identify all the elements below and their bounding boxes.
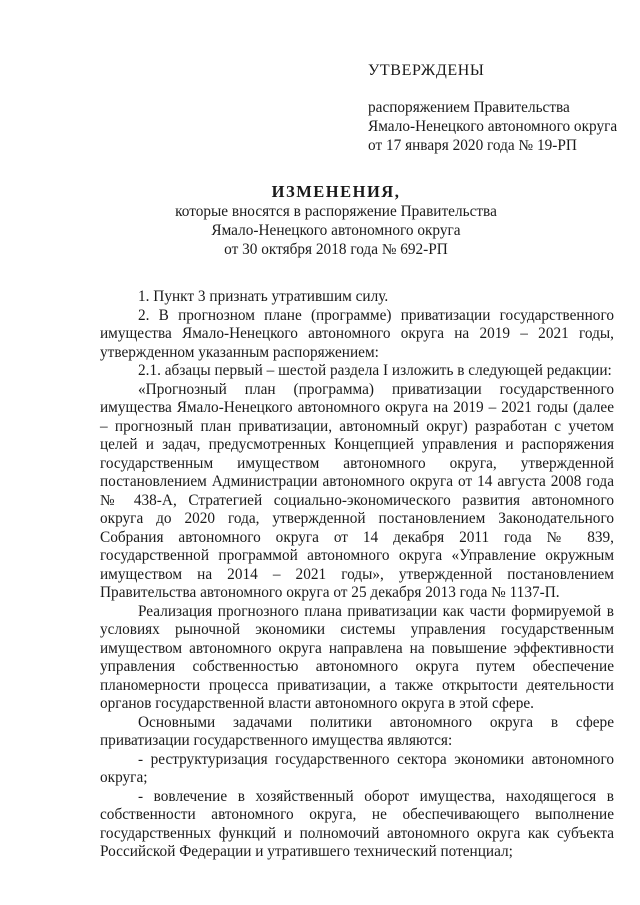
paragraph-item-1: 1. Пункт 3 признать утратившим силу. (138, 288, 389, 305)
paragraph-item-2: 2. В прогнозном плане (программе) приватизации государственного имущества Ямало-Ненецкого автономного округа на 2019 – 2021 годы, утвержденном указанным распоряжением: (100, 306, 614, 361)
approval-line-2: Ямало-Ненецкого автономного округа (368, 118, 618, 135)
approval-line-3: от 17 января 2020 года № 19-РП (368, 137, 577, 154)
list-item-involvement: - вовлечение в хозяйственный оборот имущества, находящегося в собственности автономного округа, не обеспечивающего выполнение государственных функций и полномочий автономного округа как субъекта Российской Федерации и утратившего технический потенциал; (100, 787, 614, 860)
paragraph-plan-description: «Прогнозный план (программа) приватизации государственного имущества Ямало-Ненецкого автономного округа на 2019 – 2021 годы (далее – прогнозный план приватизации, автономный округ) разработан с учетом целей и задач, предусмотренных Концепцией управления и распоряжения государственным имуществом автономного округа, утвержденной постановлением Администрации автономного округа от 14 августа 2008 года № 438-А, Стратегией социально-экономического развития автономного округа до 2020 года, утвержденной постановлением Законодательного Собрания автономного округа от 14 декабря 2011 года № 839, государственной программой автономного округа «Управление окружным имуществом на 2014 – 2021 годы», утвержденной постановлением Правительства автономного округа от 25 декабря 2013 года № 1137-П. (100, 380, 614, 601)
document-subtitle-line-3: от 30 октября 2018 года № 692-РП (224, 241, 448, 258)
approval-title: УТВЕРЖДЕНЫ (368, 62, 485, 79)
document-body (100, 288, 614, 862)
approval-line-1: распоряжением Правительства (368, 99, 570, 116)
paragraph-item-2-1: 2.1. абзацы первый – шестой раздела I изложить в следующей редакции: (138, 362, 612, 379)
paragraph-tasks-intro: Основными задачами политики автономного округа в сфере приватизации государственного имущества являются: (100, 713, 614, 749)
paragraph-implementation: Реализация прогнозного плана приватизации как части формируемой в условиях рыночной экономики системы управления государственным имуществом автономного округа направлена на повышение эффективности управления собственностью автономного округа путем обеспечение планомерности процесса приватизации, а также открытости деятельности органов государственной власти автономного округа в этой сфере. (100, 602, 614, 712)
document-subtitle-line-1: которые вносятся в распоряжение Правительства (175, 203, 497, 220)
document-subtitle-line-2: Ямало-Ненецкого автономного округа (211, 222, 461, 239)
document-title: ИЗМЕНЕНИЯ, (271, 182, 401, 201)
list-item-restructuring: - реструктуризация государственного сектора экономики автономного округа; (100, 750, 614, 786)
